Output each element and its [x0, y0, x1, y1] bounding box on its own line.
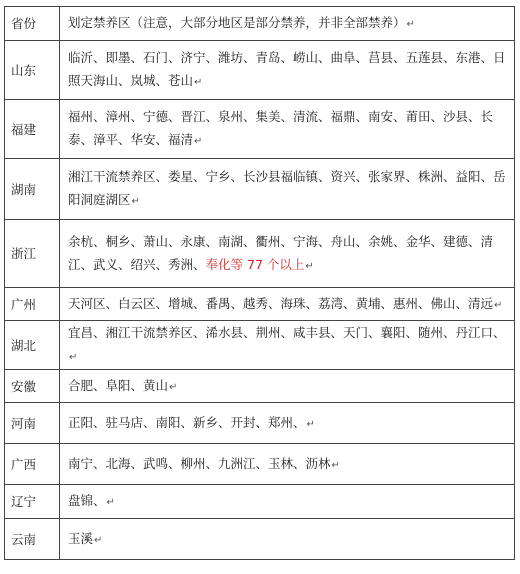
areas-cell [60, 321, 515, 370]
areas-cell [60, 41, 515, 100]
paragraph-mark-icon: ↵ [494, 299, 503, 311]
paragraph-mark-icon: ↵ [194, 77, 203, 88]
province-cell [5, 288, 60, 321]
areas-cell [60, 100, 515, 159]
forbidden-breeding-zones-table [4, 6, 515, 560]
header-cell-areas [60, 7, 515, 41]
paragraph-mark-icon: ↵ [194, 136, 203, 147]
paragraph-mark-icon: ↵ [69, 352, 78, 363]
areas-text: 天河区、白云区、增城、番禺、越秀、海珠、荔湾、黄埔、惠州、佛山、清远 [68, 295, 494, 311]
areas-cell [60, 403, 515, 444]
areas-cell [60, 485, 515, 519]
province-cell [5, 485, 60, 519]
paragraph-mark-icon: ↵ [106, 497, 115, 508]
table-row [5, 100, 515, 159]
table-row [5, 444, 515, 485]
table-row [5, 41, 515, 100]
province-name: 湖南 [11, 181, 37, 197]
areas-text: 正阳、驻马店、南阳、新乡、开封、郑州、 [68, 414, 306, 430]
province-cell [5, 321, 60, 370]
header-province-text: 省份 [11, 16, 37, 31]
areas-cell [60, 444, 515, 485]
table-row [5, 220, 515, 288]
table-row [5, 321, 515, 370]
province-name: 广州 [11, 296, 37, 312]
table-header-row [5, 7, 515, 41]
areas-text: 临沂、即墨、石门、济宁、潍坊、青岛、崂山、曲阜、莒县、五莲县、东港、日照天海山、岚城、苍山 [68, 50, 506, 88]
areas-text: 合肥、阜阳、黄山 [68, 377, 169, 393]
paragraph-mark-icon: ↵ [306, 418, 315, 430]
areas-cell [60, 220, 515, 288]
header-areas-text: 划定禁养区（注意，大部分地区是部分禁养，并非全部禁养） [68, 15, 406, 30]
areas-cell [60, 519, 515, 560]
areas-text: 宜昌、湘江干流禁养区、浠水县、荆州、咸丰县、天门、襄阳、随州、丹江口、 [68, 325, 506, 340]
paragraph-mark-icon: ↵ [305, 260, 314, 272]
province-cell [5, 370, 60, 403]
province-cell [5, 444, 60, 485]
province-name: 浙江 [11, 246, 37, 261]
province-cell [5, 41, 60, 100]
table-row [5, 159, 515, 220]
province-cell [5, 519, 60, 560]
province-cell [5, 100, 60, 159]
areas-cell [60, 370, 515, 403]
paragraph-mark-icon: ↵ [169, 381, 178, 393]
province-name: 河南 [11, 415, 37, 431]
paragraph-mark-icon: ↵ [331, 459, 340, 471]
areas-text: 湘江干流禁养区、娄星、宁乡、长沙县福临镇、资兴、张家界、株洲、益阳、岳阳洞庭湖区 [68, 169, 506, 207]
table-row [5, 403, 515, 444]
province-name: 云南 [11, 531, 37, 547]
table-row [5, 519, 515, 560]
province-name: 辽宁 [11, 494, 37, 509]
areas-text: 玉溪 [68, 530, 94, 546]
province-name: 广西 [11, 456, 37, 472]
paragraph-mark-icon: ↵ [131, 196, 140, 207]
header-cell-province [5, 7, 60, 41]
province-name: 福建 [11, 121, 37, 137]
province-name: 湖北 [11, 337, 37, 353]
province-name: 安徽 [11, 378, 37, 394]
areas-text: 盘锦、 [68, 493, 106, 508]
areas-cell [60, 288, 515, 321]
province-cell [5, 220, 60, 288]
table-row [5, 370, 515, 403]
table-row [5, 288, 515, 321]
table-row [5, 485, 515, 519]
province-name: 山东 [11, 62, 37, 78]
province-cell [5, 159, 60, 220]
highlight-text: 奉化等 77 个以上 [205, 256, 305, 272]
areas-cell [60, 159, 515, 220]
areas-text: 余杭、桐乡、萧山、永康、南湖、衢州、宁海、舟山、余姚、金华、建德、清江、武义、绍兴、秀洲、 [68, 233, 494, 272]
paragraph-mark-icon: ↵ [94, 534, 103, 546]
paragraph-mark-icon: ↵ [406, 19, 415, 30]
areas-text: 南宁、北海、武鸣、柳州、九洲江、玉林、沥林 [68, 455, 331, 471]
province-cell [5, 403, 60, 444]
areas-text: 福州、漳州、宁德、晋江、泉州、集美、清流、福鼎、南安、莆田、沙县、长泰、漳平、华安、福清 [68, 109, 494, 147]
